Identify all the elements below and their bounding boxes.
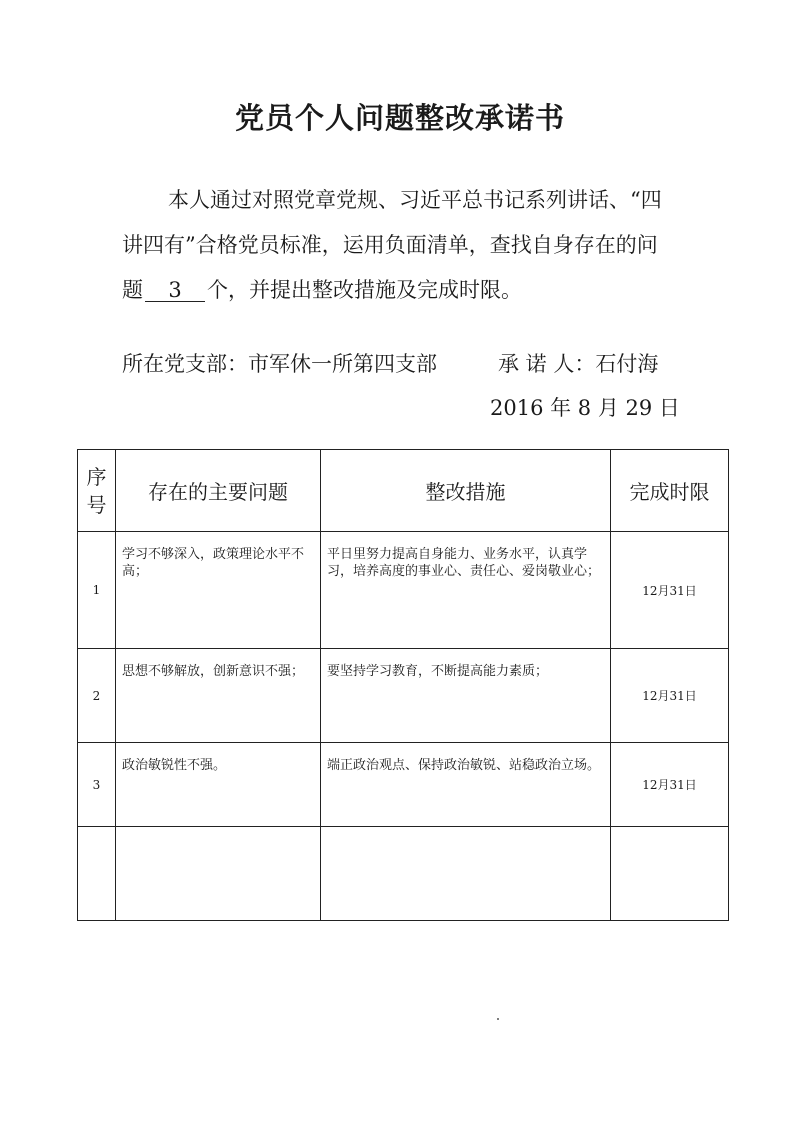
rectification-table (77, 449, 729, 921)
row-deadline: 12月31日 (611, 743, 729, 827)
row-measure: 要坚持学习教育，不断提高能力素质； (321, 649, 611, 743)
intro-line-3-prefix: 题 (122, 278, 143, 302)
intro-line-2: 讲四有”合格党员标准，运用负面清单，查找自身存在的问 (122, 233, 658, 257)
row-problem: 思想不够解放，创新意识不强； (116, 649, 321, 743)
intro-line-3-suffix: 个，并提出整改措施及完成时限。 (207, 278, 522, 302)
promiser-value: 石付海 (595, 352, 659, 376)
row-number: 1 (78, 532, 116, 649)
branch-label: 所在党支部： (122, 352, 248, 376)
party-branch (122, 348, 437, 378)
header-measure: 整改措施 (321, 450, 611, 532)
header-no-bottom: 号 (86, 492, 107, 517)
row-number: 2 (78, 649, 116, 743)
sign-date: 2016 年 8 月 29 日 (490, 396, 680, 420)
row-problem: 学习不够深入，政策理论水平不高； (116, 532, 321, 649)
issue-count-blank: 3 (145, 279, 205, 302)
table-header-row (78, 450, 729, 532)
row-measure: 端正政治观点、保持政治敏锐、站稳政治立场。 (321, 743, 611, 827)
table-row (78, 743, 729, 827)
promiser (498, 348, 658, 378)
promiser-label: 承 诺 人： (498, 352, 596, 376)
row-number (78, 827, 116, 921)
intro-line-1: 本人通过对照党章党规、习近平总书记系列讲话、“四 (168, 188, 662, 212)
branch-value: 市军休一所第四支部 (248, 352, 437, 376)
row-deadline: 12月31日 (611, 649, 729, 743)
row-problem (116, 827, 321, 921)
row-number: 3 (78, 743, 116, 827)
row-measure (321, 827, 611, 921)
intro-line-3 (122, 268, 692, 313)
header-no-top: 序 (86, 464, 107, 489)
row-problem: 政治敏锐性不强。 (116, 743, 321, 827)
header-deadline: 完成时限 (611, 450, 729, 532)
table-row (78, 532, 729, 649)
scan-speck (497, 1018, 499, 1020)
row-measure: 平日里努力提高自身能力、业务水平，认真学习，培养高度的事业心、责任心、爱岗敬业心； (321, 532, 611, 649)
intro-paragraph (122, 178, 692, 313)
row-deadline: 12月31日 (611, 532, 729, 649)
table-row (78, 649, 729, 743)
header-no (78, 450, 116, 532)
table-row (78, 827, 729, 921)
document-title: 党员个人问题整改承诺书 (234, 101, 565, 135)
header-problem: 存在的主要问题 (116, 450, 321, 532)
row-deadline (611, 827, 729, 921)
